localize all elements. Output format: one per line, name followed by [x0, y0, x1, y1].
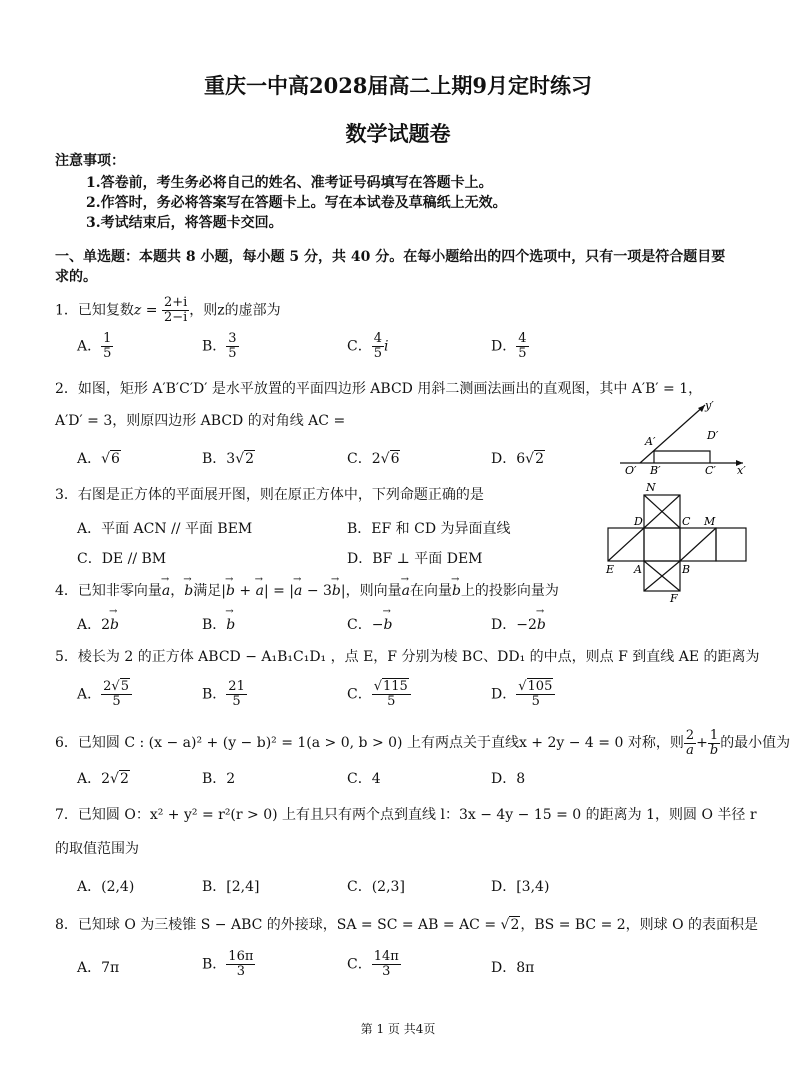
- question-1-option-c: C． $\frac{4}{5}$ i: [347, 331, 389, 361]
- question-4-stem: 4．已知非零向量→ a，→ b满足|→ b + → a| = |→ a − 3→ b|，则向量→ a在向量→ b上的投影向量为: [55, 582, 559, 600]
- question-1-stem: 1．已知复数z = $\frac{2+i}{2-i}$ ，则z的虚部为: [55, 295, 281, 325]
- notice-heading: 注意事项：: [55, 153, 125, 169]
- section-heading-line1: 一、单选题：本题共 8 小题，每小题 5 分，共 40 分。在每小题给出的四个选项中，只有一项是符合题目要: [55, 249, 726, 265]
- fig3-label-e: E: [606, 563, 615, 576]
- question-2-figure: [615, 395, 755, 480]
- question-8-option-c: C． $\frac{14\pi}{3}$: [347, 949, 399, 979]
- question-6-option-c: C．4: [347, 771, 381, 787]
- question-1-option-b: B． $\frac{3}{5}$: [202, 331, 237, 361]
- question-1-option-d: D． $\frac{4}{5}$: [491, 331, 527, 361]
- question-7-option-d: D．[3,4): [491, 879, 550, 895]
- fig2-label-b: B′: [650, 464, 661, 477]
- question-8-stem: 8．已知球 O 为三棱锥 S − ABC 的外接球，SA = SC = AB = AC = √2，BS = BC = 2，则球 O 的表面积是: [55, 917, 759, 933]
- question-4-option-a: A．2→ b: [77, 614, 119, 634]
- question-6-stem: 6．已知圆 C : (x − a)² + (y − b)² = 1(a > 0, b > 0) 上有两点关于直线x + 2y − 4 = 0 对称，则 $\frac{2}{a}$ + $\frac{1}{b}$ 的最小值为: [55, 727, 791, 758]
- page-subtitle: 数学试题卷: [345, 121, 451, 146]
- question-4-option-b: B．→ b: [202, 614, 235, 634]
- question-5-option-a: A． $\frac{2√5}{5}$: [77, 680, 132, 709]
- notice-item-2: 2.作答时，务必将答案写在答题卡上。写在本试卷及草稿纸上无效。: [86, 195, 507, 211]
- question-1-option-a: A． $\frac{1}{5}$: [77, 331, 112, 361]
- question-5-option-b: B． $\frac{21}{5}$: [202, 679, 245, 709]
- question-3-cube-net: [598, 480, 758, 605]
- question-3-option-c: C．DE // BM: [77, 551, 167, 567]
- fig2-label-x: x′: [737, 464, 746, 477]
- fig2-label-y: y′: [705, 399, 714, 412]
- fig3-label-c: C: [682, 515, 691, 528]
- question-5-option-d: D． $\frac{√105}{5}$: [491, 680, 555, 709]
- question-7-option-c: C．(2,3]: [347, 879, 405, 895]
- fig3-label-m: M: [704, 515, 716, 528]
- question-3-stem: 3．右图是正方体的平面展开图，则在原正方体中，下列命题正确的是: [55, 487, 484, 503]
- question-7-stem-line2: 的取值范围为: [55, 841, 139, 857]
- page-title: 重庆一中高2028届高二上期9月定时练习: [203, 73, 593, 98]
- question-3-option-b: B．EF 和 CD 为异面直线: [347, 521, 511, 537]
- question-8-option-b: B． $\frac{16\pi}{3}$: [202, 949, 254, 979]
- fig3-label-f: F: [670, 592, 678, 605]
- question-7-option-b: B．[2,4]: [202, 879, 260, 895]
- question-2-stem-line1: 2．如图，矩形 A′B′C′D′ 是水平放置的平面四边形 ABCD 用斜二测画法画出的直观图，其中 A′B′ = 1，: [55, 381, 703, 397]
- question-5-stem: 5．棱长为 2 的正方体 ABCD − A₁B₁C₁D₁ ，点 E，F 分别为棱 BC、DD₁ 的中点，则点 F 到直线 AE 的距离为: [55, 649, 760, 665]
- question-7-option-a: A．(2,4): [77, 879, 135, 895]
- question-7-stem-line1: 7．已知圆 O：x² + y² = r²(r > 0) 上有且只有两个点到直线 l：3x − 4y − 15 = 0 的距离为 1，则圆 O 半径 r: [55, 807, 757, 823]
- fig2-label-a: A′: [645, 435, 656, 448]
- question-2-option-a: A．√6: [77, 451, 120, 467]
- question-6-option-d: D．8: [491, 771, 526, 787]
- fig2-label-o: O′: [625, 464, 637, 477]
- fig3-label-b: B: [682, 563, 691, 576]
- question-4-option-c: C．−→ b: [347, 614, 392, 634]
- question-3-option-d: D．BF ⊥ 平面 DEM: [347, 551, 483, 567]
- section-heading-line2: 求的。: [55, 269, 97, 285]
- question-5-option-c: C． $\frac{√115}{5}$: [347, 680, 411, 709]
- question-8-option-a: A．7π: [77, 960, 120, 976]
- fig2-label-d: D′: [707, 429, 719, 442]
- question-6-option-b: B．2: [202, 771, 236, 787]
- page-footer: 第 1 页 共4页: [360, 1022, 436, 1036]
- fig2-label-c: C′: [705, 464, 716, 477]
- fig3-label-d: D: [634, 515, 643, 528]
- question-6-option-a: A．2√2: [77, 771, 129, 787]
- question-4-option-d: D．−2→ b: [491, 614, 546, 634]
- question-8-option-d: D．8π: [491, 960, 535, 976]
- fig3-label-a: A: [634, 563, 642, 576]
- question-2-stem-line2: A′D′ = 3，则原四边形 ABCD 的对角线 AC =: [55, 413, 346, 429]
- fig3-label-n: N: [646, 481, 656, 494]
- question-3-option-a: A．平面 ACN // 平面 BEM: [77, 521, 253, 537]
- question-2-option-d: D．6√2: [491, 451, 544, 467]
- notice-item-3: 3.考试结束后，将答题卡交回。: [86, 215, 283, 231]
- notice-item-1: 1.答卷前，考生务必将自己的姓名、准考证号码填写在答题卡上。: [86, 175, 493, 191]
- question-2-option-b: B．3√2: [202, 451, 255, 467]
- question-2-option-c: C．2√6: [347, 451, 400, 467]
